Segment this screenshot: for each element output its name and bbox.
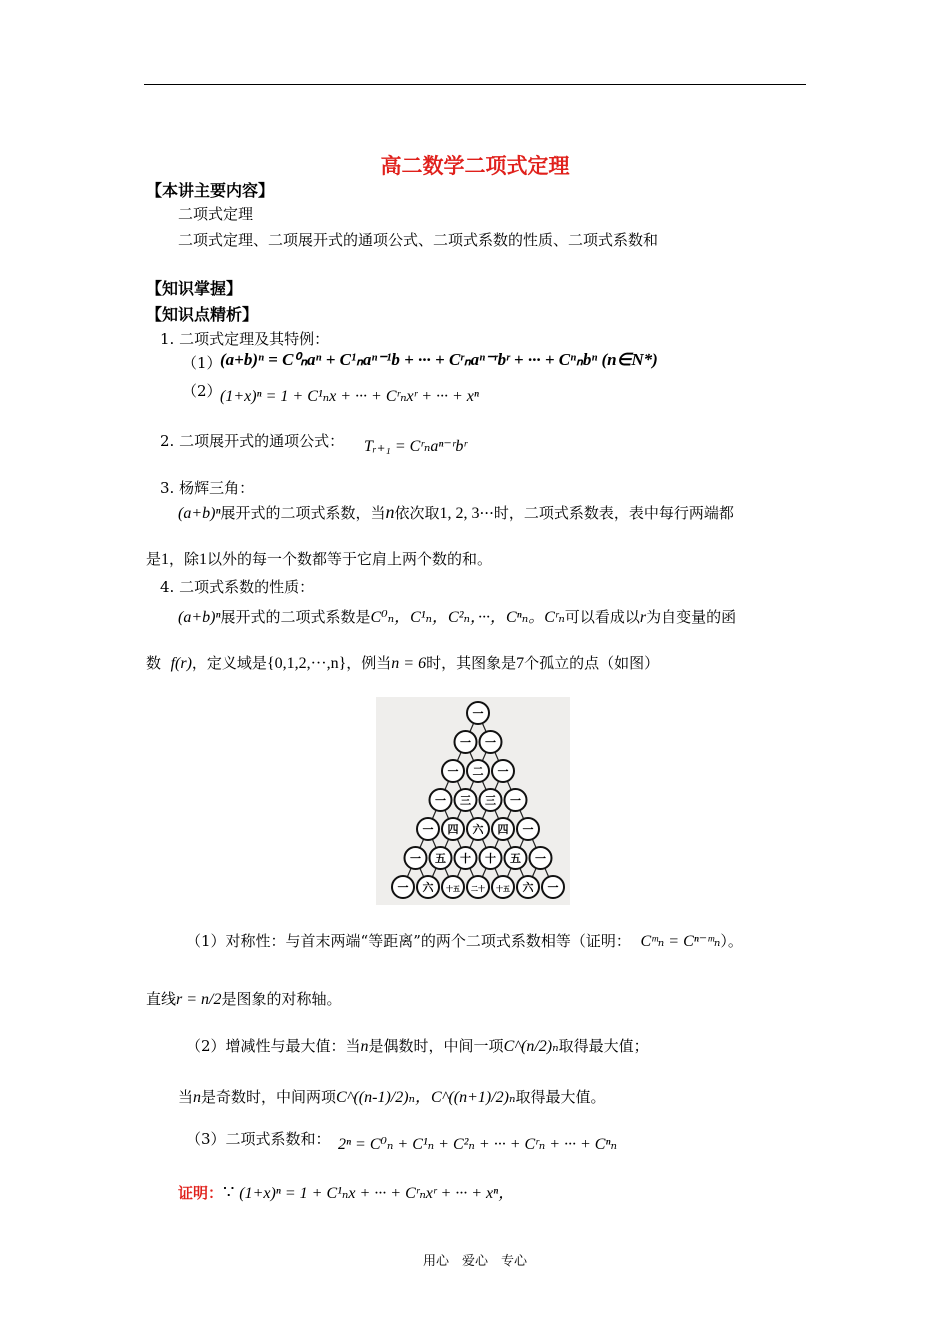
- triangle-node-label: 十: [460, 852, 471, 865]
- monotonic-property-odd: 当n是奇数时，中间两项C^((n-1)/2)ₙ，C^((n+1)/2)ₙ取得最大值。: [178, 1088, 606, 1106]
- pascal-paragraph-line-1: (a+b)ⁿ展开式的二项式系数，当n依次取1, 2, 3···时，二项式系数表，表中每行两端都: [178, 502, 734, 522]
- triangle-node-label: 六: [472, 823, 484, 836]
- triangle-node-label: 二十: [471, 885, 485, 893]
- triangle-node-label: 一: [522, 823, 534, 836]
- item-3-label: 3. 杨辉三角：: [160, 479, 255, 497]
- binomial-theorem-formula: (a+b)ⁿ = C⁰ₙaⁿ + C¹ₙaⁿ⁻¹b + ··· + Cʳₙaⁿ⁻ʳbʳ + ··· + Cⁿₙbⁿ (n∈N*): [220, 350, 658, 369]
- content-line-2: 二项式定理、二项展开式的通项公式、二项式系数的性质、二项式系数和: [178, 231, 659, 249]
- formula-2-label: （2）: [182, 382, 222, 400]
- coefficient-sum-label: （3）二项式系数和：: [186, 1130, 331, 1148]
- triangle-node-label: 四: [447, 823, 459, 836]
- triangle-node-label: 六: [422, 881, 434, 894]
- coefficient-sum-formula: 2ⁿ = C⁰ₙ + C¹ₙ + C²ₙ + ··· + Cʳₙ + ··· + Cⁿₙ: [338, 1136, 617, 1153]
- pascal-triangle-svg: [376, 697, 570, 905]
- triangle-node-label: 一: [497, 765, 509, 778]
- content-line-1: 二项式定理: [178, 205, 254, 223]
- triangle-node-label: 十: [485, 852, 496, 865]
- formula-1-label: （1）: [182, 354, 222, 372]
- item-1-label: 1. 二项式定理及其特例：: [160, 330, 330, 348]
- triangle-node-label: 一: [510, 794, 521, 807]
- triangle-node-label: 一: [447, 765, 459, 778]
- item-2-label: 2. 二项展开式的通项公式：: [160, 432, 345, 450]
- triangle-node-label: 一: [472, 707, 484, 720]
- triangle-node-label: 五: [510, 852, 521, 865]
- header-rule: [144, 84, 806, 85]
- triangle-node-label: 一: [485, 736, 496, 749]
- triangle-node-label: 一: [460, 736, 471, 749]
- monotonic-property-even: （2）增减性与最大值：当n是偶数时，中间一项C^(n/2)ₙ取得最大值；: [186, 1037, 649, 1055]
- special-case-formula: (1+x)ⁿ = 1 + C¹ₙx + ··· + Cʳₙxʳ + ··· + xⁿ: [220, 388, 479, 405]
- property-paragraph-line-1: (a+b)ⁿ展开式的二项式系数是C⁰ₙ，C¹ₙ，C²ₙ，···，Cⁿₙ。Cʳₙ可以看成以r为自变量的函: [178, 608, 737, 626]
- triangle-node-label: 五: [435, 852, 446, 865]
- item-4-label: 4. 二项式系数的性质：: [160, 578, 315, 596]
- triangle-node-label: 二: [472, 765, 484, 778]
- section-heading-content: 【本讲主要内容】: [146, 181, 275, 200]
- triangle-node-label: 三: [485, 794, 496, 807]
- pascal-paragraph-line-2: 是1，除1以外的每一个数都等于它肩上两个数的和。: [146, 550, 493, 568]
- proof-label: 证明：: [178, 1184, 224, 1202]
- pascal-triangle-figure: [376, 697, 570, 905]
- general-term-formula: Tᵣ₊₁ = Cʳₙaⁿ⁻ʳbʳ: [364, 438, 467, 455]
- symmetry-axis-line: 直线r = n/2是图象的对称轴。: [146, 990, 342, 1008]
- property-paragraph-line-2: 数 f(r)，定义域是{0,1,2,···,n}，例当n = 6时，其图象是7个孤立的点（如图）: [146, 654, 660, 672]
- triangle-node-label: 一: [397, 881, 409, 894]
- triangle-node-label: 六: [522, 881, 534, 894]
- triangle-node-label: 一: [435, 794, 446, 807]
- page-footer: 用心 爱心 专心: [422, 1254, 527, 1269]
- triangle-node-label: 一: [422, 823, 434, 836]
- section-subheading: 【知识点精析】: [146, 305, 259, 324]
- triangle-node-label: 十五: [446, 885, 460, 893]
- symmetry-property: （1）对称性：与首末两端“等距离”的两个二项式系数相等（证明： Cᵐₙ = Cⁿ⁻ᵐₙ）。: [186, 932, 743, 950]
- proof-line: 证明：∵ (1+x)ⁿ = 1 + C¹ₙx + ··· + Cʳₙxʳ + ··· + xⁿ，: [178, 1182, 515, 1203]
- triangle-node-label: 四: [497, 823, 509, 836]
- triangle-node-label: 三: [460, 794, 471, 807]
- binomial-expr: (a+b)ⁿ: [178, 505, 221, 522]
- triangle-node-label: 十五: [496, 885, 510, 893]
- triangle-node-label: 一: [410, 852, 421, 865]
- triangle-node-label: 一: [547, 881, 559, 894]
- triangle-node-label: 一: [535, 852, 546, 865]
- section-heading-knowledge: 【知识掌握】: [146, 279, 243, 298]
- page-title: 高二数学二项式定理: [380, 153, 570, 178]
